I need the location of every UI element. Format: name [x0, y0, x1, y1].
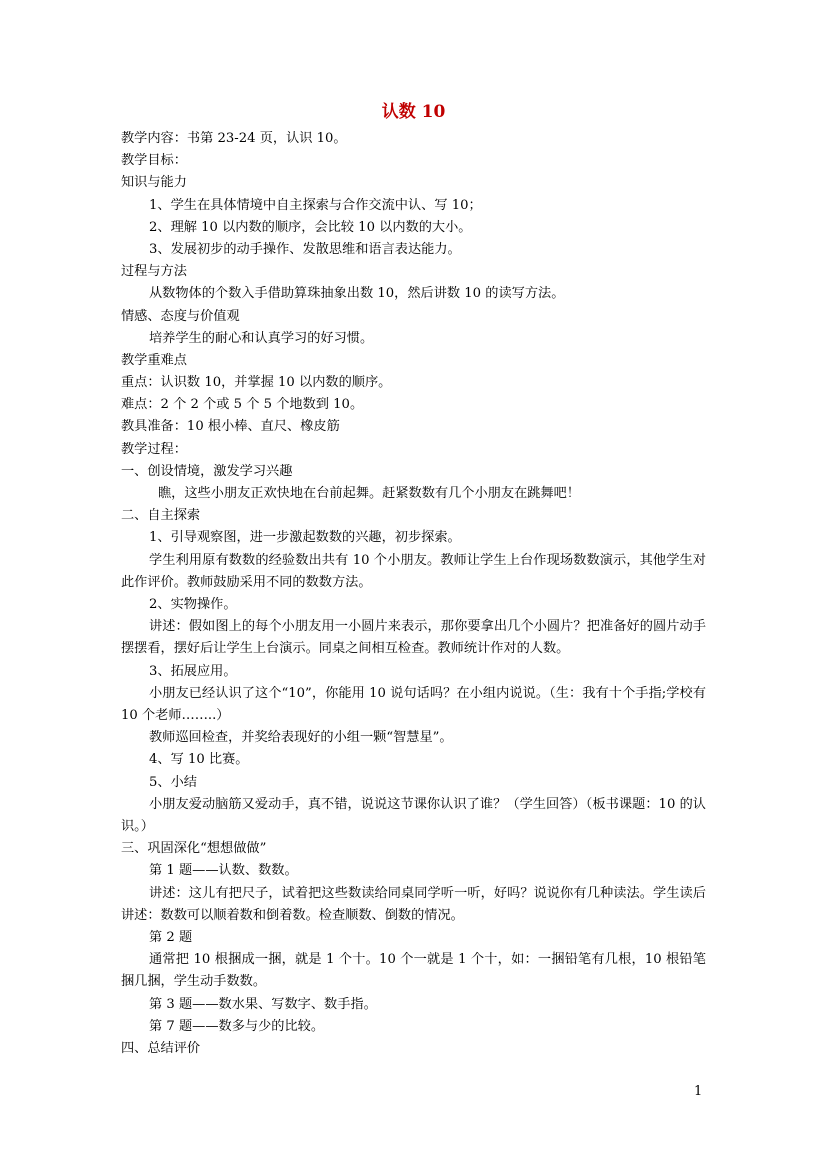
step-3: 3、拓展应用。 [149, 663, 237, 679]
process-method-text: 从数物体的个数入手借助算珠抽象出数 10，然后讲数 10 的读写方法。 [149, 286, 565, 302]
step-5-text: 小朋友爱动脑筋又爱动手，真不错，说说这节课你认识了谁？（学生回答）（板书课题：10 的认识。） [121, 796, 706, 834]
section-2-heading: 二、自主探索 [121, 508, 201, 524]
teaching-goals-heading: 教学目标： [121, 153, 187, 169]
exercise-7: 第 7 题——数多与少的比较。 [149, 1018, 325, 1034]
step-1: 1、引导观察图，进一步激起数数的兴趣，初步探索。 [149, 530, 461, 546]
teaching-process-heading: 教学过程： [121, 441, 187, 457]
key-point: 重点：认识数 10，并掌握 10 以内数的顺序。 [121, 375, 392, 391]
section-1-heading: 一、创设情境，激发学习兴趣 [121, 463, 293, 479]
exercise-3: 第 3 题——数水果、写数字、数手指。 [149, 996, 377, 1012]
page-number: 1 [694, 1084, 703, 1099]
exercise-1-text: 讲述：这儿有把尺子，试着把这些数读给同桌同学听一听，好吗？说说你有几种读法。学生读后讲述：数数可以顺着数和倒着数。检查顺数、倒数的情况。 [121, 885, 706, 923]
difficult-point: 难点：2 个 2 个或 5 个 5 个地数到 10。 [121, 397, 364, 413]
attitude-values-text: 培养学生的耐心和认真学习的好习惯。 [149, 330, 374, 346]
section-1-text: 瞧，这些小朋友正欢快地在台前起舞。赶紧数数有几个小朋友在跳舞吧！ [158, 486, 580, 501]
exercise-1: 第 1 题——认数、数数。 [149, 863, 298, 879]
section-3-heading: 三、巩固深化“想想做做” [121, 841, 267, 857]
goal-item-1: 1、学生在具体情境中自主探索与合作交流中认、写 10； [149, 197, 482, 213]
teaching-content: 教学内容：书第 23-24 页，认识 10。 [121, 131, 347, 146]
exercise-2-text: 通常把 10 根捆成一捆，就是 1 个十。10 个一就是 1 个十，如：一捆铅笔有几根，10 根铅笔捆几捆，学生动手数数。 [121, 952, 706, 990]
section-4-heading: 四、总结评价 [121, 1040, 201, 1056]
exercise-2: 第 2 题 [149, 929, 193, 945]
document-body [121, 128, 706, 1060]
step-2: 2、实物操作。 [149, 596, 237, 612]
attitude-values-heading: 情感、态度与价值观 [121, 308, 240, 324]
process-method-heading: 过程与方法 [121, 264, 187, 280]
teaching-aids: 教具准备：10 根小棒、直尺、橡皮筋 [121, 419, 340, 435]
step-1-text: 学生利用原有数数的经验数出共有 10 个小朋友。教师让学生上台作现场数数演示，其他学生对此作评价。教师鼓励采用不同的数数方法。 [121, 552, 706, 590]
step-2-text: 讲述：假如图上的每个小朋友用一小圆片来表示，那你要拿出几个小圆片？把准备好的圆片动手摆摆看，摆好后让学生上台演示。同桌之间相互检查。教师统计作对的人数。 [121, 619, 706, 657]
goal-item-2: 2、理解 10 以内数的顺序，会比较 10 以内数的大小。 [149, 219, 472, 235]
step-3-check: 教师巡回检查，并奖给表现好的小组一颗“智慧星”。 [149, 730, 453, 746]
step-5: 5、小结 [149, 774, 197, 790]
goal-item-3: 3、发展初步的动手操作、发散思维和语言表达能力。 [149, 241, 461, 257]
step-4: 4、写 10 比赛。 [149, 752, 249, 768]
knowledge-ability-heading: 知识与能力 [121, 175, 187, 191]
step-3-text: 小朋友已经认识了这个“10”，你能用 10 说句话吗？在小组内说说。（生：我有十个手指;学校有 10 个老师……..） [121, 685, 706, 723]
document-title: 认数 10 [381, 102, 446, 122]
key-difficulty-heading: 教学重难点 [121, 352, 187, 368]
